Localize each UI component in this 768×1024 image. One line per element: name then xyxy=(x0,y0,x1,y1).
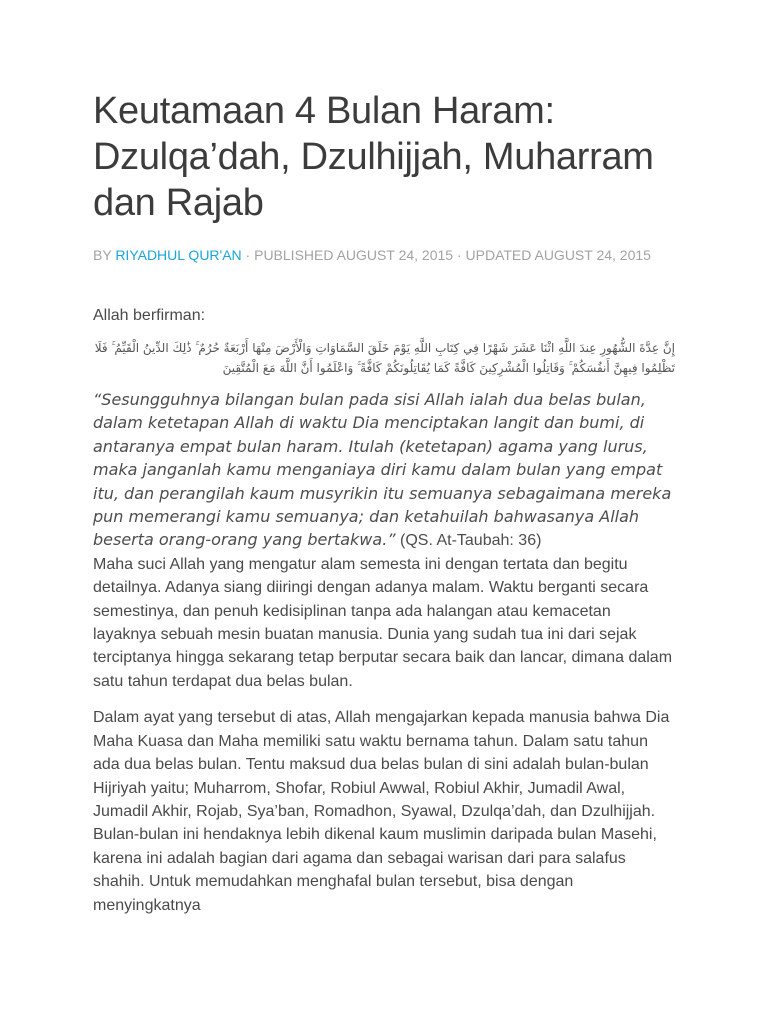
article-meta xyxy=(93,246,683,264)
meta-published-date: · PUBLISHED AUGUST 24, 2015 xyxy=(241,247,454,263)
quote-reference: (QS. At-Taubah: 36) xyxy=(395,532,542,550)
quote-text: “Sesungguhnya bilangan bulan pada sisi Allah ialah dua belas bulan, dalam ketetapan Allah di waktu Dia menciptakan langit dan bumi, di antaranya empat bulan haram. Itulah (ketetapan) agama yang lurus, maka janganlah kamu menganiaya diri kamu dalam bulan yang empat itu, dan perangilah kaum musyrikin itu semuanya sebagaimana mereka pun memerangi kamu semuanya; dan ketahuilah bahwasanya Allah beserta orang-orang yang bertakwa.” xyxy=(93,390,672,550)
arabic-verse: إِنَّ عِدَّةَ الشُّهُورِ عِندَ اللَّهِ اثْنَا عَشَرَ شَهْرًا فِي كِتَابِ اللَّهِ يَوْمَ خَلَقَ السَّمَاوَاتِ وَالْأَرْضَ مِنْهَا أَرْبَعَةٌ حُرُمٌ ۚ ذَٰلِكَ الدِّينُ الْقَيِّمُ ۚ فَلَا تَظْلِمُوا فِيهِنَّ أَنفُسَكُمْ ۚ وَقَاتِلُوا الْمُشْرِكِينَ كَافَّةً كَمَا يُقَاتِلُونَكُمْ كَافَّةً ۚ وَاعْلَمُوا أَنَّ اللَّهَ مَعَ الْمُتَّقِينَ xyxy=(94,341,675,375)
author-link[interactable]: RIYADHUL QUR'AN xyxy=(115,247,242,263)
intro-text: Allah berfirman: xyxy=(93,307,206,324)
body-paragraph-1: Maha suci Allah yang mengatur alam semesta ini dengan tertata dan begitu detailnya. Adanya siang diiringi dengan adanya malam. Waktu berganti secara semestinya, dan penuh kedisiplinan tanpa ada halangan atau kemacetan layaknya sebuah mesin buatan manusia. Dunia yang sudah tua ini dari sejak terciptanya hingga sekarang tetap berputar secara baik dan lancar, dimana dalam satu tahun terdapat dua belas bulan. xyxy=(93,555,673,690)
article xyxy=(93,88,683,917)
meta-updated-date: · UPDATED AUGUST 24, 2015 xyxy=(453,247,651,263)
article-title: Keutamaan 4 Bulan Haram: Dzulqa’dah, Dzulhijjah, Muharram dan Rajab xyxy=(93,90,654,224)
meta-by-label: BY xyxy=(93,247,116,263)
body-paragraph-2: Dalam ayat yang tersebut di atas, Allah mengajarkan kepada manusia bahwa Dia Maha Kuasa dan Maha memiliki satu waktu bernama tahun. Dalam satu tahun ada dua belas bulan. Tentu maksud dua belas bulan di sini adalah bulan-bulan Hijriyah yaitu; Muharrom, Shofar, Robiul Awwal, Robiul Akhir, Jumadil Awal, Jumadil Akhir, Rojab, Sya’ban, Romadhon, Syawal, Dzulqa’dah, dan Dzulhijjah. Bulan-bulan ini hendaknya lebih dikenal kaum muslimin daripada bulan Masehi, karena ini adalah bagian dari agama dan sebagai warisan dari para salafus shahih. Untuk memudahkan menghafal bulan tersebut, bisa dengan menyingkatnya xyxy=(93,709,670,914)
verse-translation-quote xyxy=(93,388,675,553)
